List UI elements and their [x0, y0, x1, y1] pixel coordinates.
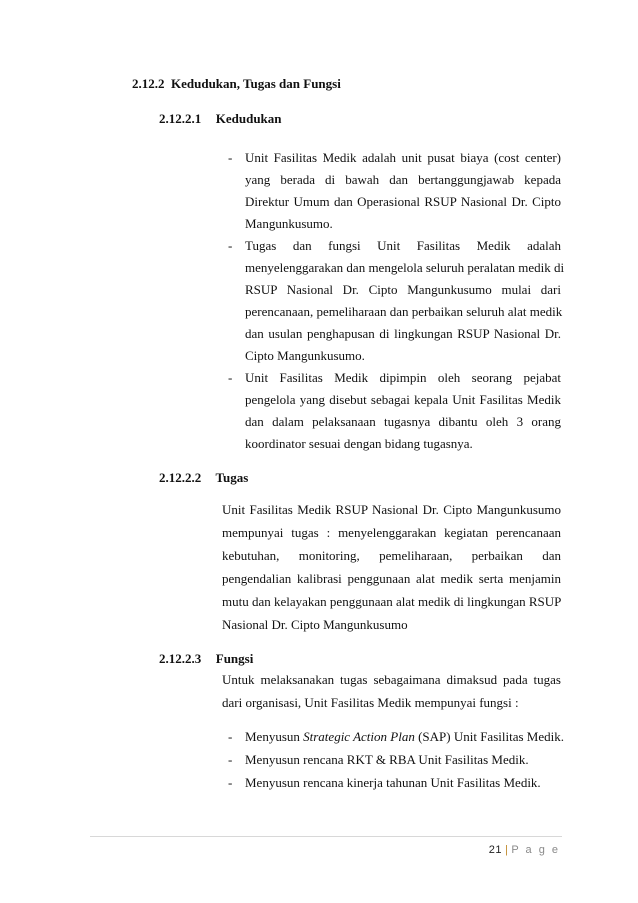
text-line: Unit Fasilitas Medik dipimpin oleh seorang pejabat: [245, 370, 561, 385]
subsection-title: Fungsi: [215, 651, 254, 666]
bullet-dash: -: [228, 238, 233, 253]
function-item-post: (SAP) Unit Fasilitas Medik.: [414, 729, 564, 744]
bullet-dash: -: [228, 150, 233, 165]
text-line: yang berada di bawah dan bertanggungjawab kepada: [245, 172, 561, 187]
text-line: dan usulan penghapusan di lingkungan RSUP Nasional Dr.: [245, 326, 561, 341]
text-line: mempunyai tugas : menyelenggarakan kegiatan perencanaan: [222, 525, 561, 540]
subsection-title: Kedudukan: [215, 111, 282, 126]
text-line: dari organisasi, Unit Fasilitas Medik mempunyai fungsi :: [222, 695, 519, 710]
text-line: Direktur Umum dan Operasional RSUP Nasional Dr. Cipto: [245, 194, 561, 209]
text-line: Tugas dan fungsi Unit Fasilitas Medik adalah: [245, 238, 561, 253]
text-line: dan dalam pelaksanaan tugasnya dibantu oleh 3 orang: [245, 414, 561, 429]
text-line: pengendalian kalibrasi penggunaan alat medik serta menjamin: [222, 571, 561, 586]
text-line: mutu dan kelayakan penggunaan alat medik di lingkungan RSUP: [222, 594, 562, 609]
text-line: menyelenggarakan dan mengelola seluruh peralatan medik di: [245, 260, 565, 275]
text-line: Unit Fasilitas Medik RSUP Nasional Dr. Cipto Mangunkusumo: [222, 502, 561, 517]
section-title: Kedudukan, Tugas dan Fungsi: [171, 76, 341, 91]
text-line: Nasional Dr. Cipto Mangunkusumo: [222, 617, 408, 632]
bullet-dash: -: [228, 775, 233, 790]
bullet-dash: -: [228, 729, 233, 744]
text-line: pengelola yang disebut sebagai kepala Unit Fasilitas Medik: [245, 392, 561, 407]
bullet-dash: -: [228, 752, 233, 767]
page-number: 21: [488, 844, 502, 856]
subsection-number: 2.12.2.1: [159, 111, 202, 126]
section-heading: [132, 76, 341, 92]
text-line: Mangunkusumo.: [245, 216, 333, 231]
text-line: perencanaan, pemeliharaan dan perbaikan seluruh alat medik: [245, 304, 563, 319]
text-line: kebutuhan, monitoring, pemeliharaan, perbaikan dan: [222, 548, 561, 563]
text-line: Untuk melaksanakan tugas sebagaimana dimaksud pada tugas: [222, 672, 561, 687]
function-item-text: Menyusun rencana RKT & RBA Unit Fasilitas Medik.: [245, 752, 529, 767]
subsection-number: 2.12.2.2: [159, 470, 202, 485]
footer-separator: |: [504, 844, 509, 856]
function-item: [245, 775, 541, 791]
text-line: Unit Fasilitas Medik adalah unit pusat biaya (cost center): [245, 150, 561, 165]
footer-divider: [90, 836, 562, 837]
function-item-italic: Strategic Action Plan: [303, 729, 415, 744]
text-line: Cipto Mangunkusumo.: [245, 348, 365, 363]
subsection-heading-tugas: [159, 470, 248, 486]
function-item: [245, 729, 564, 745]
function-item-pre: Menyusun: [245, 729, 304, 744]
function-item-text: Menyusun rencana kinerja tahunan Unit Fasilitas Medik.: [245, 775, 541, 790]
subsection-title: Tugas: [215, 470, 249, 485]
page-footer: [489, 844, 560, 856]
function-item: [245, 752, 529, 768]
text-line: RSUP Nasional Dr. Cipto Mangunkusumo mulai dari: [245, 282, 561, 297]
subsection-heading-fungsi: [159, 651, 253, 667]
bullet-dash: -: [228, 370, 233, 385]
page-label: P a g e: [511, 844, 560, 856]
text-line: koordinator sesuai dengan bidang tugasnya.: [245, 436, 473, 451]
subsection-number: 2.12.2.3: [159, 651, 202, 666]
section-number: 2.12.2: [132, 76, 165, 91]
subsection-heading-kedudukan: [159, 111, 282, 127]
